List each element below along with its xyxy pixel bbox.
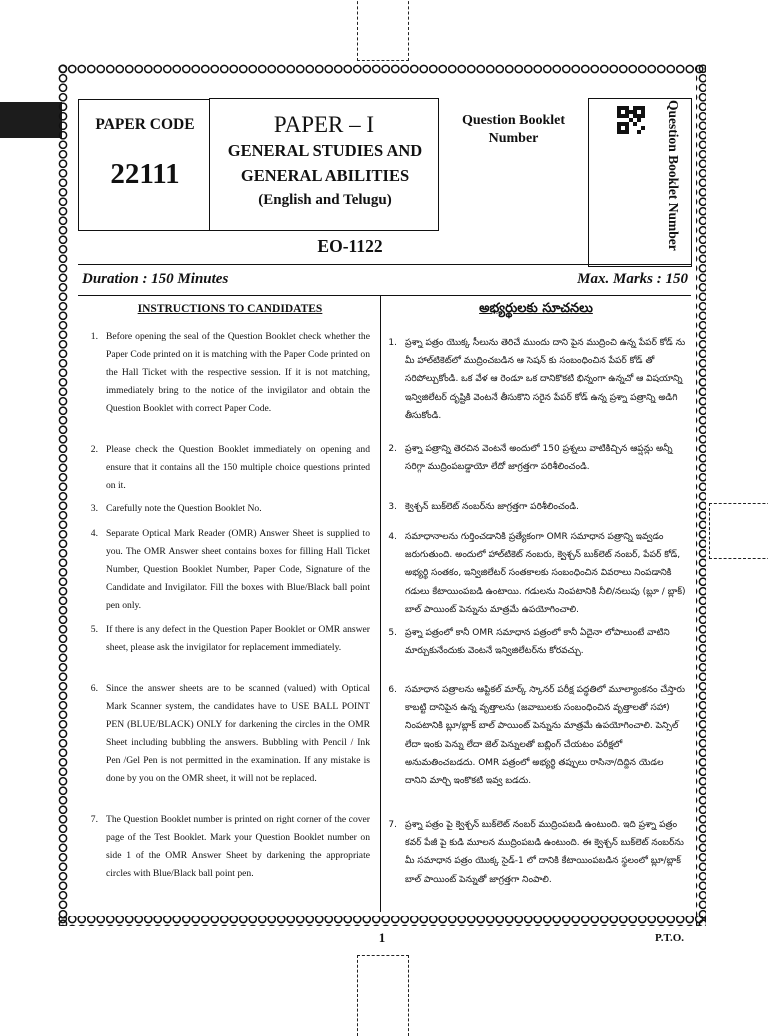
telugu-item-7: 7. ప్రశ్నా పత్రం పై క్వెశ్చన్ బుక్‌లెట్ నంబర్ ముద్రింపబడి ఉంటుంది. ఇది ప్రశ్నా పత్రం కవర్ పేజీ పై కుడి మూలన ముద్రింపబడి ఉంటుంది. ఈ క్వెశ్చన్ బుక్‌లెట్ నంబర్‌ను మీ సమాధాన పత్రం యొక్క సైడ్-1 లో దానికి కేటాయింపబడిన స్థలంలో బ్లూ/బ్లాక్ బాల్ పాయింట్ పెన్నుతో జాగ్రత్తగా నింపాలి. xyxy=(388,820,684,885)
booklet-number-label-line2: Number xyxy=(488,131,539,146)
instruction-item-5: 5. If there is any defect in the Question Paper Booklet or OMR answer sheet, please ask the invigilator for replacement immediately. xyxy=(90,624,370,653)
duration: Duration : 150 Minutes xyxy=(82,271,229,287)
paper-code-value: 22111 xyxy=(110,158,180,190)
telugu-item-3: 3. క్వెశ్చన్ బుక్‌లెట్ నంబర్‌ను జాగ్రత్తగా పరిశీలించండి. xyxy=(388,502,579,512)
english-heading: INSTRUCTIONS TO CANDIDATES xyxy=(137,303,323,315)
series-code: EO-1122 xyxy=(317,236,383,256)
paper-code-label: PAPER CODE xyxy=(95,116,195,133)
paper-title: PAPER – I xyxy=(273,112,375,137)
telugu-heading: అభ్యర్థులకు సూచనలు xyxy=(479,301,593,316)
telugu-item-2: 2. ప్రశ్నా పత్రాన్ని తెరచిన వెంటనే అందులో 150 ప్రశ్నలు వాటికిచ్చిన ఆప్షన్లు అన్నీ సరిగ్గా ముద్రింపబడ్డాయో లేదో జాగ్రత్తగా పరిశీలించండి. xyxy=(388,444,673,473)
rule-top xyxy=(78,264,691,265)
instruction-item-7: 7. The Question Booklet number is printed on right corner of the cover page of the Test Booklet. Mark your Question Booklet number on side 1 of the OMR Answer Sheet by darkening the appropriate circles with Blue/Black ball point pen. xyxy=(90,814,370,879)
pto-label: P.T.O. xyxy=(655,932,685,944)
telugu-item-6: 6. సమాధాన పత్రాలను ఆప్టికల్ మార్క్ స్కానర్ పరీక్ష పద్ధతిలో మూల్యాంకనం చేస్తారు కాబట్టి దానిపైన ఉన్న వృత్తాలను (జవాబులకు సంబంధించిన వృత్తాలతో సహా) నింపటానికి బ్లూ/బ్లాక్ బాల్ పాయింట్ పెన్నును మాత్రమే ఉపయోగించాలి. పెన్సిల్ లేదా ఇంకు పెన్ను లేదా జెల్ పెన్నులతో బబ్లింగ్ చేయటం పరీక్షలో అనుమతించబడదు. OMR పత్రంలో అభ్యర్థి తప్పులు రాసినా/దిద్దిన యెడల దానిని మార్చి ఇంకొకటి ఇవ్వ బడదు. xyxy=(388,685,686,787)
top-cut-mark xyxy=(357,0,409,61)
subject-line-2: GENERAL ABILITIES xyxy=(240,166,410,185)
rule-middle xyxy=(78,295,691,296)
booklet-number-vertical-label: Question Booklet Number xyxy=(666,100,681,251)
booklet-number-label-line1: Question Booklet xyxy=(461,113,566,128)
instruction-item-1: 1. Before opening the seal of the Question Booklet check whether the Paper Code printed on it is matching with the Paper Code printed on the Hall Ticket with the respective session. If it is not matching, immediately bring to the notice of the invigilator and obtain the Question Booklet with correct Paper Code. xyxy=(90,331,370,414)
instruction-item-4: 4. Separate Optical Mark Reader (OMR) Answer Sheet is supplied to you. The OMR Answer sheet contains boxes for filling Hall Ticket Number, Question Booklet Number, Paper Code, Signature of the Candidate and Invigilator. Fill the boxes with Blue/Black ball point pen only. xyxy=(90,528,370,611)
right-cut-mark xyxy=(709,503,768,559)
column-divider xyxy=(380,296,381,912)
subject-line-1: GENERAL STUDIES AND xyxy=(227,141,423,160)
qr-code-icon xyxy=(617,106,645,134)
instruction-item-3: 3. Carefully note the Question Booklet No. xyxy=(90,503,262,514)
telugu-item-5: 5. ప్రశ్నా పత్రంలో కానీ OMR సమాధాన పత్రంలో కానీ ఏదైనా లోపాలుంటే వాటిని మార్చుకునేందుకు వెంటనే ఇన్విజిలేటర్‌ను కోరవచ్చు. xyxy=(388,628,670,657)
telugu-item-1: 1. ప్రశ్నా పత్రం యొక్క సీలును తెరిచే ముందు దాని పైన ముద్రించి ఉన్న పేపర్ కోడ్ ను మీ హాల్‌టికెట్‌లో ముద్రించబడిన ఆ సెషన్ కు సంబంధించిన పేపర్ కోడ్ తో సరిపోల్చుకోండి. ఒక వేళ ఆ రెండూ ఒక దానికొకటి భిన్నంగా ఉన్నచో ఆ విషయాన్ని ఇన్విజిలేటర్ దృష్టికి వెంటనే తీసుకొని సరైన పేపర్ కోడ్ ఉన్న ప్రశ్నా పత్రాన్ని అడిగి తీసుకోండి. xyxy=(388,338,686,421)
language-note: (English and Telugu) xyxy=(258,192,392,208)
side-registration-tab xyxy=(0,102,62,138)
page-number: 1 xyxy=(378,930,386,945)
max-marks: Max. Marks : 150 xyxy=(577,271,688,287)
instruction-item-6: 6. Since the answer sheets are to be scanned (valued) with Optical Mark Scanner system, the candidates have to USE BALL POINT PEN (BLUE/BLACK) ONLY for darkening the circles in the OMR Sheet including bubbling the answers. Bubbling with Pencil / Ink Pen /Gel Pen is not permitted in the examination. If any mistake is done by you on the OMR sheet, it will not be replaced. xyxy=(90,683,370,784)
instruction-item-2: 2. Please check the Question Booklet immediately on opening and ensure that it contains all the 150 multiple choice questions printed on it. xyxy=(90,444,370,491)
telugu-item-4: 4. సమాధానాలను గుర్తించడానికి ప్రత్యేకంగా OMR సమాధాన పత్రాన్ని ఇవ్వడం జరుగుతుంది. అందులో హాల్‌టికెట్ నంబరు, క్వెశ్చన్ బుక్‌లెట్ నంబర్, పేపర్ కోడ్, అభ్యర్థి సంతకం, ఇన్విజిలేటర్ సంతకాలకు సంబంధించిన వివరాలు నింపడానికి గడులు కేటాయింపబడి ఉంటాయి. గడులను నింపటానికి నీలి/నలుపు (బ్లూ / బ్లాక్) బాల్ పాయింట్ పెన్నును మాత్రమే ఉపయోగించాలి. xyxy=(388,532,686,615)
